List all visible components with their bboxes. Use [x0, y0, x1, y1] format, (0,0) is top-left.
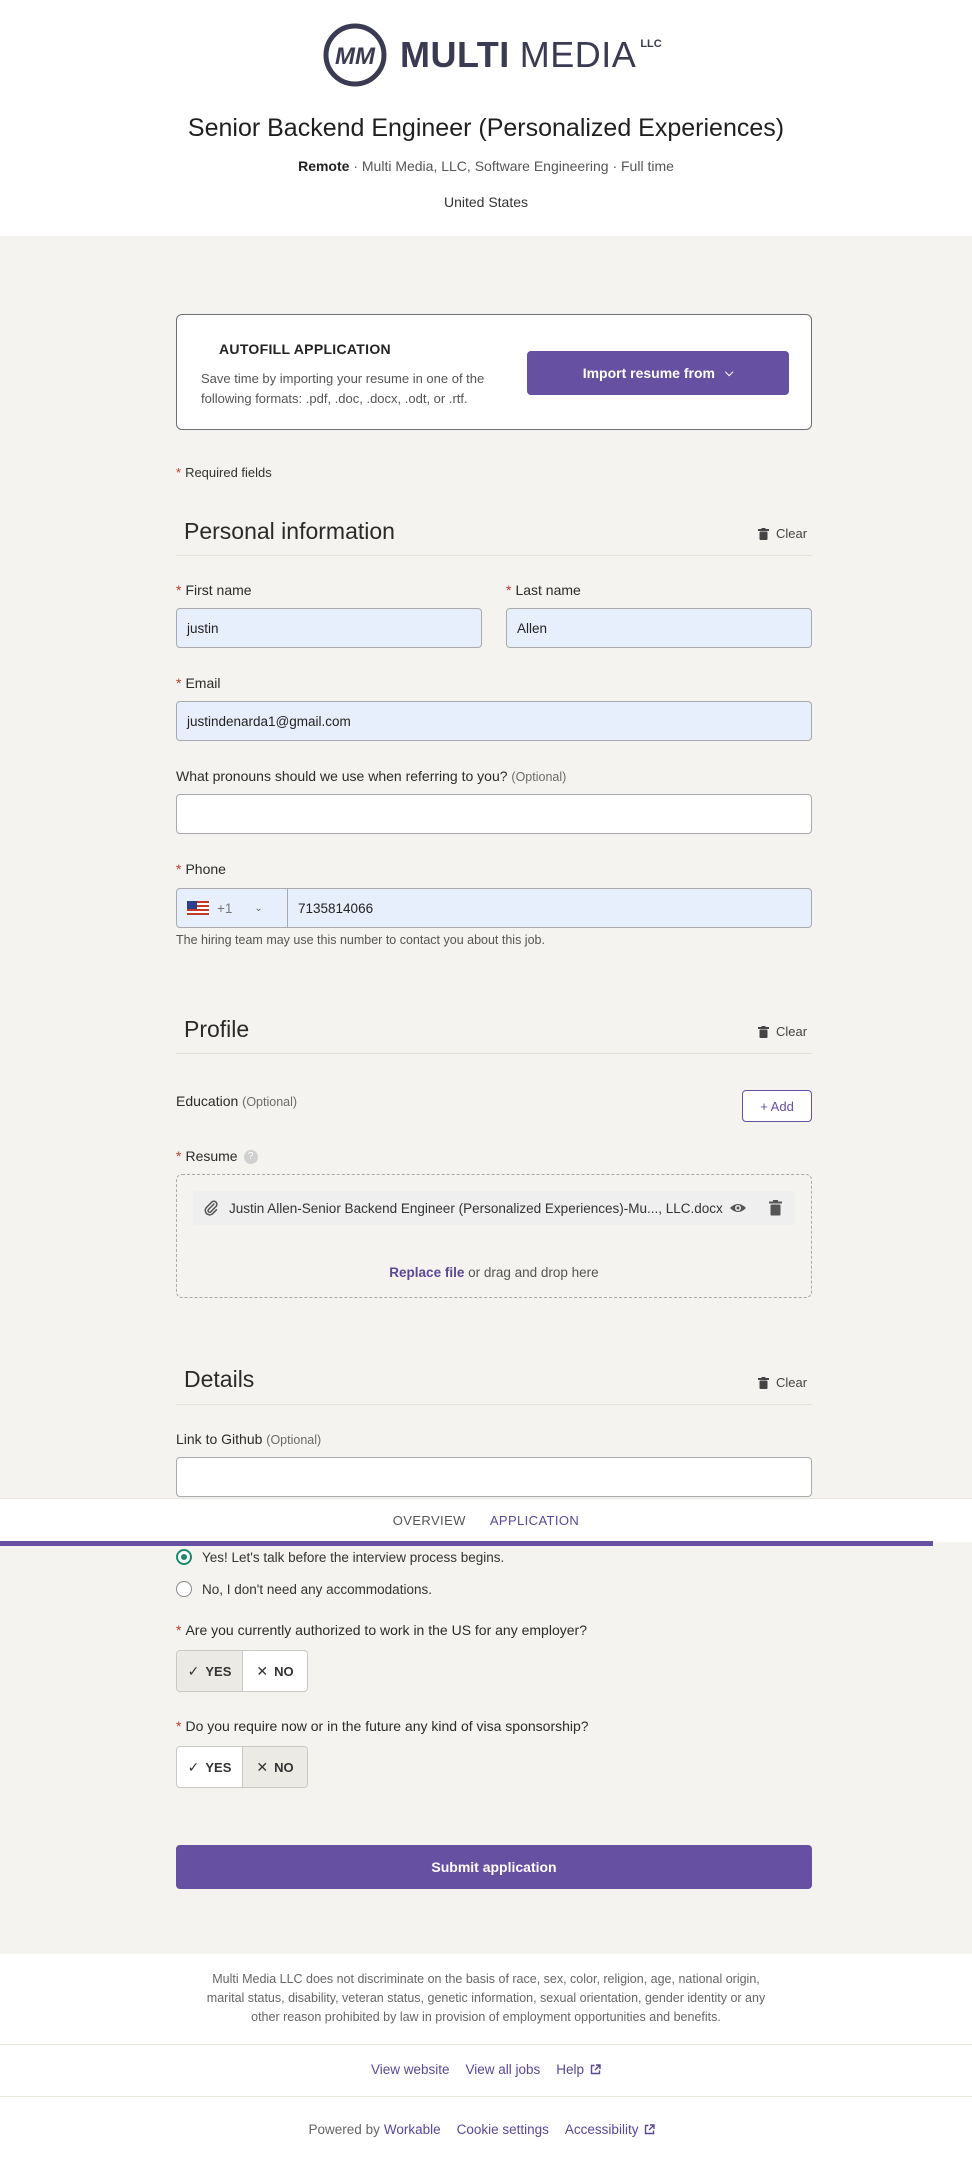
- submit-application-button[interactable]: Submit application: [176, 1845, 812, 1889]
- powered-by-text: Powered by: [308, 2122, 380, 2137]
- job-title: Senior Backend Engineer (Personalized Experiences): [187, 114, 785, 142]
- last-name-label: * Last name: [506, 582, 581, 598]
- accommodation-yes-option[interactable]: Yes! Let's talk before the interview process begins.: [176, 1549, 504, 1565]
- scroll-progress-bar: [0, 1541, 933, 1546]
- authorized-yes-button[interactable]: ✓ YES: [177, 1651, 242, 1691]
- add-education-button[interactable]: + Add: [742, 1090, 812, 1122]
- resume-label: * Resume ?: [176, 1148, 258, 1164]
- check-icon: ✓: [187, 1662, 200, 1679]
- chevron-down-icon: ⌄: [254, 902, 263, 914]
- footer-divider: [0, 2044, 972, 2045]
- job-meta: Remote · Multi Media, LLC, Software Engineering · Full time: [298, 158, 674, 174]
- trash-icon: [758, 1026, 769, 1038]
- clear-details-button[interactable]: Clear: [758, 1375, 807, 1390]
- job-location: United States: [443, 194, 529, 210]
- eeo-statement: Multi Media LLC does not discriminate on the basis of race, sex, color, religion, age, national origin, marital status, disability, veteran status, genetic information, sexual orientation, gender identity or any other reason prohibited by law in provision of employment opportunities and benefits.: [206, 1972, 766, 2024]
- phone-label: * Phone: [176, 861, 226, 877]
- profile-title: Profile: [184, 1016, 250, 1042]
- education-label: Education (Optional): [176, 1093, 298, 1109]
- phone-field: [176, 888, 812, 928]
- authorized-label: * Are you currently authorized to work in the US for any employer?: [176, 1622, 587, 1638]
- footer-bottom-links: [0, 2122, 972, 2137]
- check-icon: ✓: [187, 1758, 200, 1775]
- footer-links: [0, 2062, 972, 2077]
- svg-text:MM: MM: [335, 43, 375, 70]
- last-name-input[interactable]: Allen: [506, 608, 812, 648]
- paperclip-icon: [203, 1200, 219, 1216]
- view-all-jobs-link[interactable]: View all jobs: [465, 2062, 541, 2077]
- job-header: [0, 0, 972, 236]
- personal-info-title: Personal information: [184, 518, 395, 544]
- file-name: Justin Allen-Senior Backend Engineer (Personalized Experiences)-Mu..., LLC.docx: [229, 1200, 723, 1216]
- help-link[interactable]: Help: [556, 2062, 601, 2077]
- autofill-title: AUTOFILL APPLICATION: [219, 341, 391, 357]
- first-name-label: * First name: [176, 582, 252, 598]
- tab-overview[interactable]: OVERVIEW: [392, 1513, 466, 1528]
- eye-icon[interactable]: [729, 1200, 747, 1216]
- tab-application[interactable]: APPLICATION: [489, 1513, 580, 1528]
- phone-input[interactable]: 7135814066: [298, 900, 374, 916]
- replace-file-link[interactable]: Replace file: [389, 1265, 465, 1280]
- pronouns-input[interactable]: [176, 794, 812, 834]
- external-link-icon: [644, 2124, 655, 2135]
- trash-icon: [758, 528, 769, 540]
- authorized-no-button[interactable]: ✕ NO: [242, 1651, 307, 1691]
- radio-unselected[interactable]: [176, 1581, 192, 1597]
- drop-instructions: Replace file or drag and drop here: [389, 1265, 599, 1280]
- external-link-icon: [590, 2064, 601, 2075]
- email-input[interactable]: justindenarda1@gmail.com: [176, 701, 812, 741]
- view-website-link[interactable]: View website: [370, 2062, 450, 2077]
- email-label: * Email: [176, 675, 221, 691]
- phone-hint: The hiring team may use this number to contact you about this job.: [176, 933, 545, 947]
- clear-personal-button[interactable]: Clear: [758, 526, 807, 541]
- autofill-card: [176, 314, 812, 430]
- radio-selected[interactable]: [176, 1549, 192, 1565]
- country-code-select[interactable]: +1 ⌄: [177, 889, 288, 927]
- section-divider: [176, 1404, 812, 1405]
- resume-dropzone[interactable]: [176, 1174, 812, 1298]
- github-input[interactable]: [176, 1457, 812, 1497]
- footer-divider: [0, 2096, 972, 2097]
- sponsorship-no-button[interactable]: ✕ NO: [242, 1747, 307, 1787]
- section-divider: [176, 555, 812, 556]
- logo-wordmark: MULTI MEDIA $^{LLC}$: [400, 34, 662, 75]
- help-icon[interactable]: ?: [244, 1150, 258, 1164]
- accommodation-no-option[interactable]: No, I don't need any accommodations.: [176, 1581, 432, 1597]
- us-flag-icon: [187, 901, 209, 915]
- sticky-tab-bar: [0, 1498, 972, 1542]
- details-title: Details: [184, 1366, 255, 1392]
- required-fields-note: * Required fields: [176, 465, 272, 480]
- import-resume-button[interactable]: Import resume from ⌵: [527, 351, 789, 395]
- tab-list: [0, 1513, 972, 1528]
- trash-icon: [758, 1377, 769, 1389]
- cookie-settings-link[interactable]: Cookie settings: [456, 2122, 549, 2137]
- workplace-type: Remote: [298, 158, 350, 174]
- clear-profile-button[interactable]: Clear: [758, 1024, 807, 1039]
- page-footer: [0, 1954, 972, 2166]
- sponsorship-label: * Do you require now or in the future any kind of visa sponsorship?: [176, 1718, 589, 1734]
- logo-mark-icon: [322, 22, 388, 88]
- sponsorship-yes-button[interactable]: ✓ YES: [187, 1758, 232, 1775]
- github-label: Link to Github (Optional): [176, 1431, 322, 1447]
- pronouns-label: What pronouns should we use when referring to you? (Optional): [176, 768, 567, 784]
- chevron-down-icon: ⌵: [724, 366, 734, 379]
- first-name-input[interactable]: justin: [176, 608, 482, 648]
- section-divider: [176, 1053, 812, 1054]
- autofill-description: Save time by importing your resume in one of the following formats: .pdf, .doc, .docx, .odt, or .rtf.: [201, 371, 485, 406]
- delete-icon[interactable]: [769, 1200, 782, 1216]
- x-icon: ✕: [256, 1758, 269, 1775]
- sponsorship-toggle: [176, 1746, 308, 1788]
- x-icon: ✕: [256, 1662, 269, 1679]
- accessibility-link[interactable]: Accessibility: [565, 2122, 656, 2137]
- authorized-toggle: [176, 1650, 308, 1692]
- uploaded-file: [193, 1191, 795, 1225]
- workable-link[interactable]: Workable: [383, 2122, 441, 2137]
- company-logo[interactable]: [322, 22, 662, 88]
